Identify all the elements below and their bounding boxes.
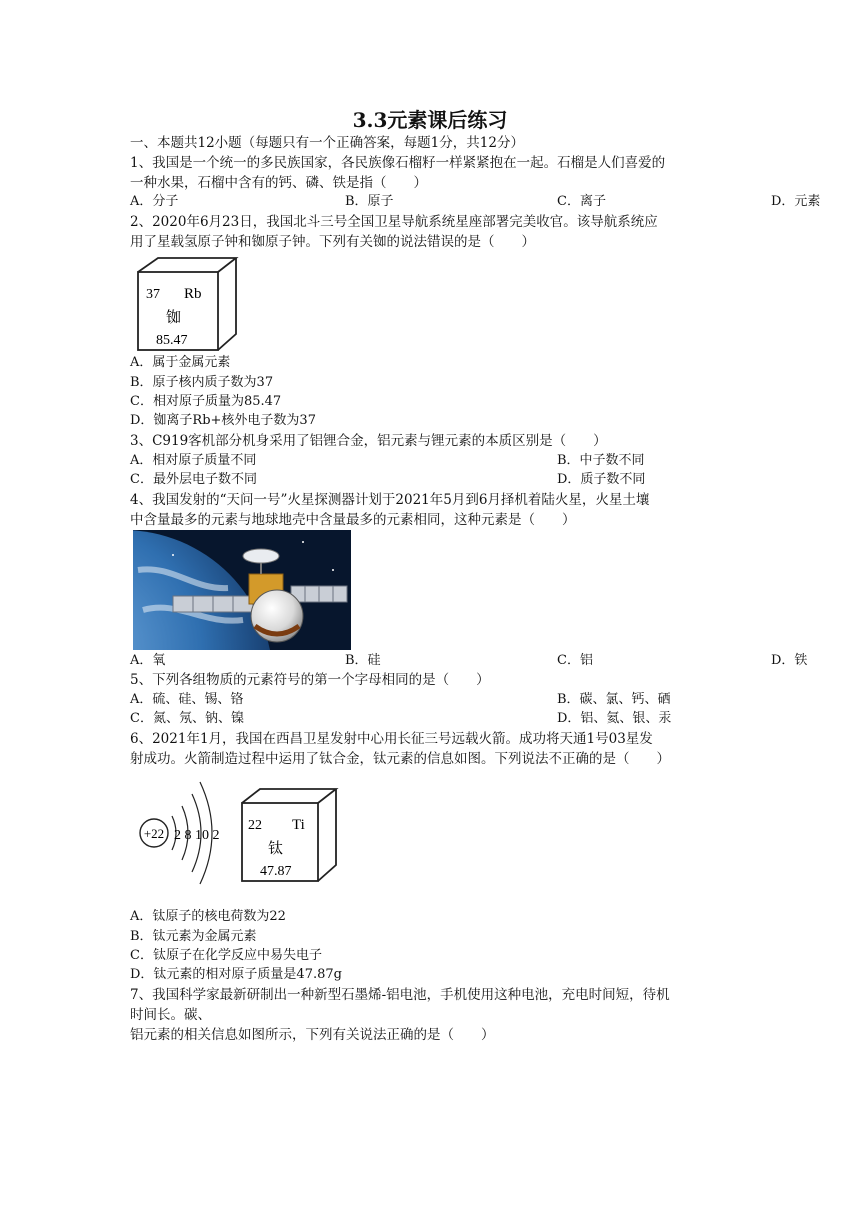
ti-atomic-mass: 47.87 <box>260 864 292 879</box>
q6-option-d: D．钛元素的相对原子质量是47.87g <box>130 967 342 982</box>
titanium-atom-structure <box>134 776 226 896</box>
solar-panel-left <box>173 596 253 612</box>
section-header: 一、本题共12小题（每题只有一个正确答案，每题1分，共12分） <box>130 135 524 151</box>
q2-option-a: A．属于金属元素 <box>130 355 231 370</box>
q2-option-b: B．原子核内质子数为37 <box>130 375 274 390</box>
q3-option-c: C．最外层电子数不同 <box>130 472 257 487</box>
q3-option-b: B．中子数不同 <box>557 453 645 468</box>
q4-stem-line1: 4、我国发射的“天问一号”火星探测器计划于2021年5月到6月择机着陆火星，火星土壤 <box>130 492 650 508</box>
mars-probe-image <box>133 530 351 650</box>
q1-stem-line1: 1、我国是一个统一的多民族国家，各民族像石榴籽一样紧紧抱在一起。石榴是人们喜爱的 <box>130 155 666 171</box>
rb-atomic-mass: 85.47 <box>156 333 188 348</box>
q1-stem-line2: 一种水果，石榴中含有的钙、磷、铁是指（ ） <box>130 175 427 191</box>
ti-electron-shells: 2 8 10 2 <box>174 828 220 843</box>
solar-panel-right <box>291 586 347 602</box>
q2-stem-line2: 用了星载氢原子钟和铷原子钟。下列有关铷的说法错误的是（ ） <box>130 234 535 250</box>
q3-option-d: D．质子数不同 <box>557 472 646 487</box>
q4-option-a: A．氧 <box>130 653 166 668</box>
q6-option-a: A．钛原子的核电荷数为22 <box>130 909 286 924</box>
ti-atomic-number: 22 <box>248 818 262 833</box>
q2-option-d: D．铷离子Rb+核外电子数为37 <box>130 413 316 428</box>
page-title: 3.3元素课后练习 <box>352 108 508 132</box>
q5-option-b: B．碳、氯、钙、硒 <box>557 692 671 707</box>
ti-nucleus-charge: +22 <box>143 826 165 841</box>
q6-stem-line1: 6、2021年1月，我国在西昌卫星发射中心用长征三号远载火箭。成功将天通1号03星发 <box>130 731 653 747</box>
q2-option-c: C．相对原子质量为85.47 <box>130 394 282 409</box>
q7-stem-line3: 铝元素的相关信息如图所示，下列有关说法正确的是（ ） <box>130 1027 495 1043</box>
q5-option-c: C．氮、氖、钠、镍 <box>130 711 244 726</box>
q1-option-a: A．分子 <box>130 194 179 209</box>
q5-option-a: A．硫、硅、锡、铬 <box>130 692 244 707</box>
q1-option-c: C．离子 <box>557 194 606 209</box>
q3-stem: 3、C919客机部分机身采用了铝锂合金，铝元素与锂元素的本质区别是（ ） <box>130 433 607 449</box>
q1-option-b: B．原子 <box>345 194 394 209</box>
ti-name: 钛 <box>268 841 284 857</box>
q4-option-b: B．硅 <box>345 653 381 668</box>
q4-option-d: D．铁 <box>771 653 808 668</box>
rb-name: 铷 <box>166 310 182 326</box>
rb-atomic-number: 37 <box>146 287 160 302</box>
q4-option-c: C．铝 <box>557 653 593 668</box>
rb-symbol: Rb <box>184 286 202 302</box>
q1-option-d: D．元素 <box>771 194 821 209</box>
q2-stem-line1: 2、2020年6月23日，我国北斗三号全国卫星导航系统星座部署完美收官。该导航系统应 <box>130 214 658 230</box>
q6-option-b: B．钛元素为金属元素 <box>130 929 257 944</box>
ti-symbol: Ti <box>292 817 305 833</box>
q6-option-c: C．钛原子在化学反应中易失电子 <box>130 948 322 963</box>
q7-stem-line2: 时间长。碳、 <box>130 1007 211 1023</box>
q6-stem-line2: 射成功。火箭制造过程中运用了钛合金，钛元素的信息如图。下列说法不正确的是（ ） <box>130 751 670 767</box>
titanium-element-cell <box>240 787 340 883</box>
q3-option-a: A．相对原子质量不同 <box>130 453 257 468</box>
q4-stem-line2: 中含量最多的元素与地球地壳中含量最多的元素相同，这种元素是（ ） <box>130 512 576 528</box>
q5-option-d: D．铝、氦、银、汞 <box>557 711 672 726</box>
q5-stem: 5、下列各组物质的元素符号的第一个字母相同的是（ ） <box>130 672 490 688</box>
rubidium-element-cell <box>136 256 240 352</box>
q7-stem-line1: 7、我国科学家最新研制出一种新型石墨烯-铝电池，手机使用这种电池，充电时间短，待机 <box>130 987 670 1003</box>
